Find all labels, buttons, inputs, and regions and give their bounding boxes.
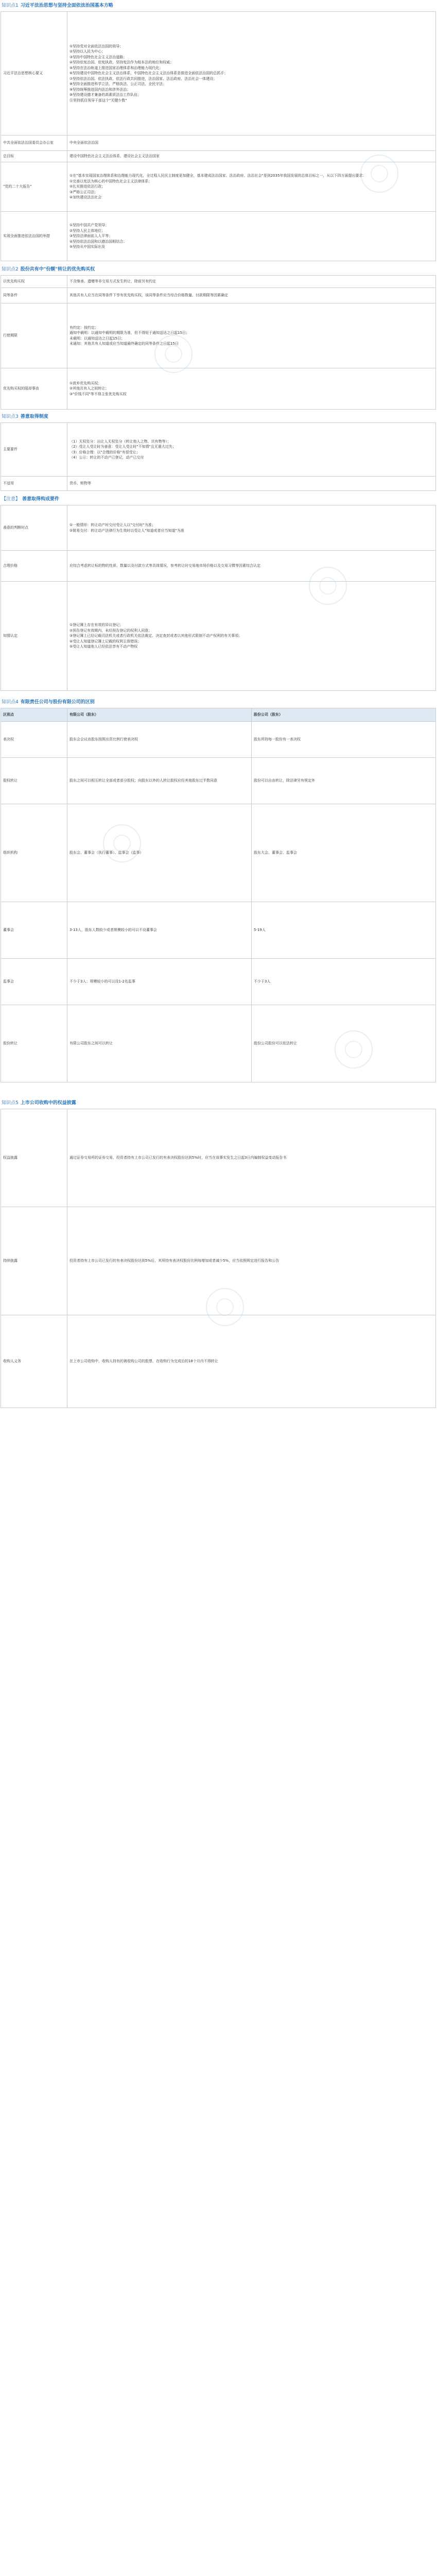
table-row — [1, 477, 436, 491]
section-code: 知识点1 — [2, 3, 19, 8]
row-label: 善意的判断时点 — [1, 505, 67, 551]
row-label: 同等条件 — [1, 288, 67, 303]
row-cell: 5-19人 — [252, 902, 436, 959]
row-content — [67, 1315, 436, 1408]
section — [0, 1097, 436, 1408]
section — [0, 264, 436, 410]
table-row — [1, 582, 436, 691]
content-line: ⑩坚持建设德才兼备的高素质法治工作队伍； — [69, 93, 142, 97]
content-line: ①完善以宪法为核心的中国特色社会主义法律体系； — [69, 179, 152, 183]
section-code: 知识点2 — [2, 267, 19, 272]
row-cell: 股份公司（股东） — [252, 708, 436, 722]
content-line: ⑥坚持建设中国特色社会主义法治体系，中国特色社会主义法治体系是推进全面依法治国的总抓手； — [69, 71, 228, 76]
row-label: 收购人义务 — [1, 1315, 67, 1408]
table-row — [1, 758, 436, 804]
table-row — [1, 551, 436, 582]
table-row — [1, 1109, 436, 1207]
content-line: ②坚持以人民为中心； — [69, 49, 106, 54]
row-label: 中共全面依法治国委员会办公室 — [1, 135, 67, 151]
table-row — [1, 12, 436, 135]
table-row — [1, 1315, 436, 1408]
table-row — [1, 959, 436, 1005]
content-line: ⑨坚持统筹推进国内法治和涉外法治； — [69, 87, 131, 92]
row-content — [67, 12, 436, 135]
content-line: ②其他共有人之间转让； — [69, 386, 109, 391]
table-row — [1, 135, 436, 151]
content-line: ④坚持依宪治国、依宪执政，坚持宪法作为根本法的地位和权威； — [69, 60, 174, 65]
content-line: 其他共有人应当在同等条件下享有优先购买权，该同等条件应当综合价格数量、付款期限等因素确定 — [69, 293, 228, 298]
row-content — [67, 582, 436, 691]
row-label: 表决权 — [1, 722, 67, 758]
content-table — [1, 1109, 436, 1408]
row-label: 区别点 — [1, 708, 67, 722]
row-label: "党的二十大报告" — [1, 162, 67, 212]
row-label: 监事会 — [1, 959, 67, 1005]
row-cell: 股东之间可以相互转让全部或者部分股权；向股东以外的人转让股权应经其他股东过半数同意 — [67, 758, 252, 804]
row-label: 不适用 — [1, 477, 67, 491]
content-line: ④受让人知道登记簿上记载的权利主体错误； — [69, 639, 142, 643]
row-content — [67, 505, 436, 551]
content-line: （4）公示：转让的不动产已登记，动产已交付 — [69, 455, 144, 460]
section — [0, 697, 436, 1082]
row-label: 实现全面推进依法治国的举措 — [1, 212, 67, 261]
row-cell: 不少于3人；规模较小的可以设1-2名监事 — [67, 959, 252, 1005]
content-line: 未载明：以通知送达之日起15日； — [69, 336, 125, 341]
content-table — [1, 708, 436, 1082]
section-title — [0, 697, 436, 708]
content-line: 应综合考虑转让标的物的性质、数量以及付款方式等具体情况，参考转让时交易地市场价格以及交易习惯等因素综合认定 — [69, 564, 260, 568]
row-cell: 股份可以自由转让，除法律另有规定外 — [252, 758, 436, 804]
content-line: （1）无权处分：出让人无权处分（转让他人之物、共有物等）； — [69, 439, 171, 444]
row-content — [67, 276, 436, 288]
row-content — [67, 212, 436, 261]
content-line: ②坚持人民主体地位； — [69, 228, 106, 233]
row-label: 股权转让 — [1, 758, 67, 804]
table-row — [1, 368, 436, 410]
content-line: ②简易交付：转让动产法律行为生效时以受让人"知道或者应当知道"为准 — [69, 528, 184, 533]
section-title — [0, 494, 436, 505]
row-label: 行使期限 — [1, 303, 67, 368]
content-line: ②扎实推进依法行政； — [69, 184, 106, 189]
section-code: 知识点4 — [2, 700, 19, 705]
table-row — [1, 902, 436, 959]
row-content — [67, 368, 436, 410]
table-row — [1, 1005, 436, 1082]
table-row — [1, 288, 436, 303]
content-line: （2）受让人受让时为善意：受让人受让时"不知情"且无重大过失； — [69, 445, 176, 449]
content-line: 中央全面依法治国 — [69, 141, 98, 145]
row-label: 以优先购买权 — [1, 276, 67, 288]
row-content — [67, 477, 436, 491]
section-title — [0, 264, 436, 275]
content-line: ③"价钱不同"等不得主张优先购买权 — [69, 392, 127, 396]
row-label: 权益披露 — [1, 1109, 67, 1207]
section — [0, 411, 436, 491]
row-label: 股份转让 — [1, 1005, 67, 1082]
section-title-text: 习近平法治思想与坚持全面依法治国基本方略 — [20, 3, 113, 8]
table-row — [1, 162, 436, 212]
section-title-text: 股份共有中"份额"转让的优先购买权 — [20, 267, 95, 272]
section-title — [0, 1097, 436, 1109]
table-row — [1, 708, 436, 722]
section — [0, 494, 436, 691]
content-line: ⑦坚持依法治国、依法执政、依法行政共同推进，法治国家、法治政府、法治社会一体建设； — [69, 76, 217, 81]
row-label: 主要要件 — [1, 423, 67, 477]
content-line: ①坚持中国共产党领导； — [69, 223, 109, 228]
table-row — [1, 505, 436, 551]
section-code: 知识点5 — [2, 1100, 19, 1106]
row-content — [67, 423, 436, 477]
table-row — [1, 1207, 436, 1315]
content-table — [1, 422, 436, 491]
content-line: ④坚持依法治国和以德治国相结合； — [69, 239, 127, 244]
content-line: 通过证券交易所的证券交易，投资者持有上市公司已发行的有表决权股份达到5%时，应当在该事实发生之日起3日内编制权益变动报告书 — [69, 1156, 287, 1160]
row-content — [67, 135, 436, 151]
content-line: ①在"基本实现国家治理体系和治理能力现代化，全过程人民民主制度更加健全，基本建成法治国家、法治政府、法治社会"是到2035年我国发展的总体目标之一，从以下四方面提出要求： — [69, 174, 366, 178]
content-line: ④加快建设法治社会 — [69, 195, 102, 200]
content-line: ⑪坚持抓住领导干部这个"关键少数" — [69, 98, 127, 103]
row-content — [67, 1207, 436, 1315]
content-line: ③坚持法律面前人人平等； — [69, 234, 113, 239]
section-code: 知识点3 — [2, 414, 19, 419]
row-label: 优先购买权的阻却事由 — [1, 368, 67, 410]
content-table — [1, 505, 436, 691]
content-line: ③登记簿上已经记载司法机关或者行政机关依法裁定、决定查封或者以其他形式限制不动产权利的有关事项； — [69, 634, 242, 638]
content-line: ⑤坚持在法治轨道上推进国家治理体系和治理能力现代化； — [69, 65, 163, 70]
table-row — [1, 423, 436, 477]
section-title-text: 上市公司收购中的权益披露 — [20, 1100, 76, 1106]
content-line: ①坚持党对全面依法治国的领导； — [69, 44, 124, 48]
content-line: ⑤受让人知道他人已经依法享有不动产物权 — [69, 645, 138, 649]
table-row — [1, 303, 436, 368]
row-cell: 不少于3人 — [252, 959, 436, 1005]
row-label: 知情认定 — [1, 582, 67, 691]
row-cell: 股东会、董事会（执行董事）、监事会（监事） — [67, 804, 252, 902]
content-line: （3）价格合理：以"合理的价格"有偿受让； — [69, 450, 140, 454]
row-cell: 3-13人，股东人数较少或者规模较小的可以不设董事会 — [67, 902, 252, 959]
content-line: 有约定：按约定； — [69, 325, 98, 330]
table-row — [1, 276, 436, 288]
row-cell: 股东所持每一股份有一表决权 — [252, 722, 436, 758]
row-content — [67, 151, 436, 162]
row-cell: 股份公司股份可以依法转让 — [252, 1005, 436, 1082]
content-line: ①登记簿上存在有效的异议登记； — [69, 623, 124, 628]
row-label: 董事会 — [1, 902, 67, 959]
table-row — [1, 804, 436, 902]
section — [0, 0, 436, 261]
row-cell: 股东大会、董事会、监事会 — [252, 804, 436, 902]
content-table — [1, 11, 436, 261]
content-line: 货币、赃物等 — [69, 481, 91, 486]
row-label: 组织机构 — [1, 804, 67, 902]
row-cell: 有限公司（股东） — [67, 708, 252, 722]
section-title-text: 善意取得构成要件 — [22, 497, 60, 502]
section-code: 【注意】 — [2, 497, 21, 502]
content-line: ③严格公正司法； — [69, 190, 98, 194]
row-content — [67, 303, 436, 368]
content-line: ①放弃优先购买权； — [69, 381, 102, 385]
table-row — [1, 151, 436, 162]
row-content — [67, 162, 436, 212]
content-line: ⑤坚持从中国实际出发 — [69, 245, 106, 249]
table-row — [1, 212, 436, 261]
content-line: ②预告登记有效期内，未经预告登记的权利人同意； — [69, 628, 152, 633]
content-line: ⑧坚持全面推进科学立法、严格执法、公正司法、全民守法； — [69, 82, 167, 87]
content-line: 通知中载明：以通知中载明的期限为准，但不得短于通知送达之日起15日； — [69, 331, 189, 335]
row-label: 习近平法治思想核心要义 — [1, 12, 67, 135]
content-line: 在上市公司收购中，收购人持有的被收购公司的股票，在收购行为完成后的18个月内不得转让 — [69, 1359, 218, 1364]
section-title-text: 善意取得制度 — [20, 414, 48, 419]
row-cell: 股东会会议由股东按照出资比例行使表决权 — [67, 722, 252, 758]
row-label: 合理价格 — [1, 551, 67, 582]
row-label: 总目标 — [1, 151, 67, 162]
row-label: 持续披露 — [1, 1207, 67, 1315]
content-line: 投资者持有上市公司已发行的有表决权股份达到5%后，其所持有表决权股份比例每增加或者减少5%，应当依照规定进行报告和公告 — [69, 1259, 279, 1263]
content-table — [1, 275, 436, 410]
row-content — [67, 1109, 436, 1207]
row-content — [67, 551, 436, 582]
content-line: 建设中国特色社会主义法治体系，建设社会主义法治国家 — [69, 154, 160, 159]
content-line: ③坚持中国特色社会主义法治道路； — [69, 55, 127, 59]
content-line: ①一般情形：转让动产时交付受让人以"交付时"为准； — [69, 523, 155, 527]
content-line: 不含继承、遗赠等非交易方式发生转让，除前另有约定 — [69, 279, 156, 284]
row-cell: 有限公司股东之间可以转让 — [67, 1005, 252, 1082]
section-title — [0, 0, 436, 11]
row-content — [67, 288, 436, 303]
section-title — [0, 411, 436, 422]
content-line: 未通知：其他共有人知道或应当知道最终确定的同等条件之日起15日 — [69, 342, 179, 346]
table-row — [1, 722, 436, 758]
section-title-text: 有限责任公司与股份有限公司的区别 — [20, 700, 95, 705]
